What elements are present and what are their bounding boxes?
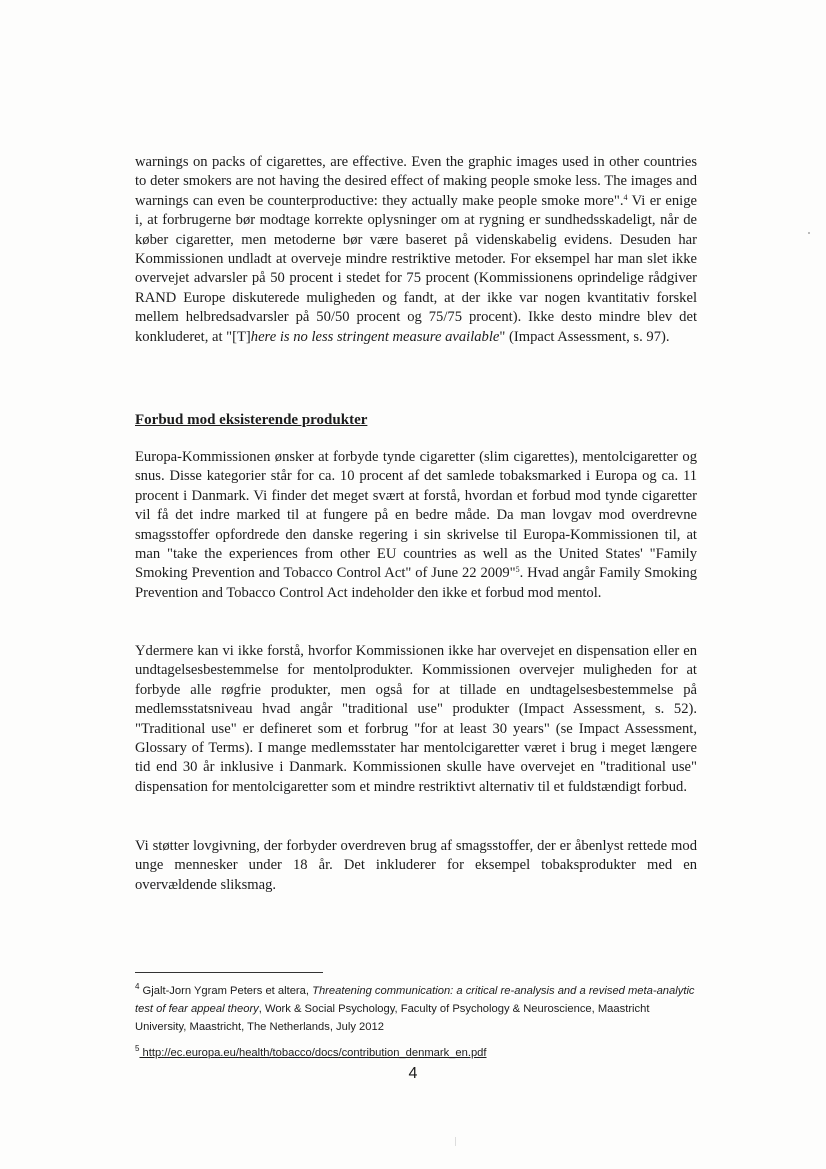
footnote-4 — [135, 982, 700, 1036]
footnote-ref-5: 5 — [515, 565, 520, 575]
footnote-text: Gjalt-Jorn Ygram Peters et altera, — [139, 985, 313, 997]
paragraph-warnings — [135, 153, 697, 347]
paragraph-flavours: Vi støtter lovgivning, der forbyder overdreven brug af smagsstoffer, der er åbenlyst rettede mod unge mennesker under 18 år. Det inkluderer for eksempel tobaksprodukter med en overvældende sliksmag. — [135, 838, 697, 893]
paragraph-text: " (Impact Assessment, s. 97). — [499, 328, 670, 345]
paragraph-menthol: Ydermere kan vi ikke forstå, hvorfor Kommissionen ikke har overvejet en dispensation eller en undtagelsesbestemmelse for mentolprodukter. Kommissionen overvejer muligheden for at forbyde alle røgfrie produkter, men også for at tillade en undtagelsesbestemmelse på medlemsstatsniveau hvad angår "traditional use" produkter (Impact Assessment, s. 52). "Traditional use" er defineret som et forbrug "for at least 30 years" (se Impact Assessment, Glossary of Terms). I mange medlemsstater har mentolcigaretter været i brug i meget længere tid end 30 år inklusive i Danmark. Kommissionen skulle have overvejet en "traditional use" dispensation for mentolcigaretter som et mindre restriktivt alternativ til et fuldstændigt forbud. — [135, 643, 697, 795]
footnote-5 — [135, 1044, 700, 1062]
footnote-text: , Work & Social Psychology, Faculty of Psychology & Neuroscience, Maastricht University, Maastricht, The Netherlands, July 2012 — [135, 1003, 650, 1033]
section-heading: Forbud mod eksisterende produkter — [135, 412, 368, 428]
scan-speck — [808, 232, 810, 234]
footnote-ref-4: 4 — [623, 192, 628, 202]
scan-speck — [455, 1137, 456, 1146]
paragraph-text: . Hvad angår Family Smoking Prevention and Tobacco Control Act indeholder den ikke et forbud mod mentol. — [135, 565, 697, 601]
quoted-italic-text: here is no less stringent measure available — [250, 328, 500, 345]
paragraph-text: Vi er enige i, at forbrugerne bør modtage korrekte oplysninger om at rygning er sundhedsskadeligt, når de køber cigaretter, men metoderne bør være baseret på videnskabelig evidens. Desuden har Kommissionen undladt at overveje mindre restriktive metoder. For eksempel har man slet ikke overvejet advarsler på 50 procent i stedet for 75 procent (Kommissionens oprindelige rådgiver RAND Europe diskuterede muligheden og fandt, at der ikke var nogen kvantitativ forskel mellem helbredsadvarsler på 50/50 procent og 75/75 procent). Ikke desto mindre blev det konkluderet, at "[T] — [135, 192, 697, 345]
paragraph-text: warnings on packs of cigarettes, are effective. Even the graphic images used in other countries to deter smokers are not having the desired effect of making people smoke less. The images and warnings can even be counterproductive: they actually make people smoke more". — [135, 154, 697, 209]
paragraph-ban — [135, 448, 697, 603]
footnote-number: 5 — [135, 1044, 140, 1053]
footnote-title: Threatening communication: a critical re-analysis and a revised meta-analytic test of fear appeal theory — [135, 985, 695, 1015]
page-number: 4 — [408, 1065, 418, 1082]
footnote-divider — [135, 972, 323, 973]
paragraph-text: Europa-Kommissionen ønsker at forbyde tynde cigaretter (slim cigarettes), mentolcigaretter og snus. Disse kategorier står for ca. 10 procent af det samlede tobaksmarked i Europa og ca. 11 procent i Danmark. Vi finder det meget svært at forstå, hvordan et forbud mod tynde cigaretter vil få det indre marked til at fungere på en bedre måde. Da man lovgav mod overdrevne smagsstoffer opfordrede den danske regering i sin skrivelse til Europa-Kommissionen til, at man "take the experiences from other EU countries as well as the United States' "Family Smoking Prevention and Tobacco Control Act" of June 22 2009" — [135, 449, 697, 582]
footnote-number: 4 — [135, 982, 140, 991]
footnote-link[interactable]: http://ec.europa.eu/health/tobacco/docs/contribution_denmark_en.pdf — [139, 1047, 487, 1059]
